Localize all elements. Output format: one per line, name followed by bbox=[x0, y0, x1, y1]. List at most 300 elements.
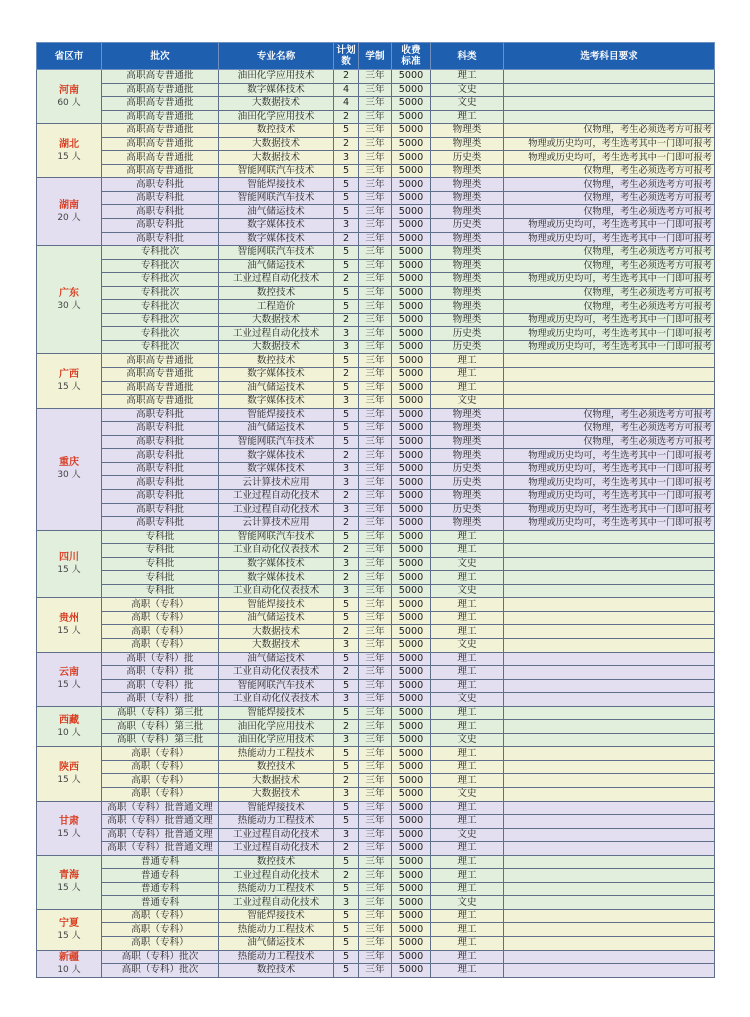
region-name: 贵州 bbox=[59, 612, 79, 624]
fee-cell: 5000 bbox=[392, 693, 431, 707]
table-row bbox=[37, 97, 715, 111]
region-count: 15 人 bbox=[57, 774, 81, 785]
subject-type-cell: 理工 bbox=[431, 611, 504, 625]
fee-cell: 5000 bbox=[392, 923, 431, 937]
duration-cell: 三年 bbox=[359, 855, 392, 869]
admission-plan-table bbox=[36, 42, 715, 978]
plan-count-cell: 2 bbox=[334, 110, 359, 124]
requirement-cell: 物理或历史均可，考生选考其中一门即可报考 bbox=[504, 313, 715, 327]
subject-type-cell: 物理类 bbox=[431, 435, 504, 449]
batch-cell: 高职专科批 bbox=[102, 449, 219, 463]
batch-cell: 高职专科批 bbox=[102, 489, 219, 503]
batch-cell: 高职专科批 bbox=[102, 462, 219, 476]
subject-type-cell: 理工 bbox=[431, 598, 504, 612]
batch-cell: 高职专科批 bbox=[102, 476, 219, 490]
major-cell: 工业过程自动化技术 bbox=[219, 503, 334, 517]
major-cell: 大数据技术 bbox=[219, 774, 334, 788]
region-name: 四川 bbox=[59, 551, 79, 563]
batch-cell: 专科批次 bbox=[102, 286, 219, 300]
batch-cell: 高职专科批 bbox=[102, 219, 219, 233]
duration-cell: 三年 bbox=[359, 164, 392, 178]
major-cell: 云计算技术应用 bbox=[219, 517, 334, 531]
batch-cell: 普通专科 bbox=[102, 896, 219, 910]
fee-cell: 5000 bbox=[392, 760, 431, 774]
table-row bbox=[37, 923, 715, 937]
fee-cell: 5000 bbox=[392, 340, 431, 354]
subject-type-cell: 物理类 bbox=[431, 517, 504, 531]
major-cell: 数字媒体技术 bbox=[219, 219, 334, 233]
requirement-cell bbox=[504, 557, 715, 571]
fee-cell: 5000 bbox=[392, 205, 431, 219]
plan-count-cell: 5 bbox=[334, 652, 359, 666]
major-cell: 大数据技术 bbox=[219, 787, 334, 801]
requirement-cell: 物理或历史均可，考生选考其中一门即可报考 bbox=[504, 327, 715, 341]
requirement-cell bbox=[504, 598, 715, 612]
major-cell: 工业过程自动化技术 bbox=[219, 327, 334, 341]
requirement-cell bbox=[504, 828, 715, 842]
fee-cell: 5000 bbox=[392, 449, 431, 463]
fee-cell: 5000 bbox=[392, 246, 431, 260]
requirement-cell bbox=[504, 964, 715, 978]
major-cell: 数控技术 bbox=[219, 354, 334, 368]
region-name: 云南 bbox=[59, 667, 79, 679]
subject-type-cell: 历史类 bbox=[431, 503, 504, 517]
major-cell: 油田化学应用技术 bbox=[219, 720, 334, 734]
fee-cell: 5000 bbox=[392, 232, 431, 246]
plan-count-cell: 5 bbox=[334, 530, 359, 544]
fee-cell: 5000 bbox=[392, 462, 431, 476]
duration-cell: 三年 bbox=[359, 219, 392, 233]
duration-cell: 三年 bbox=[359, 571, 392, 585]
requirement-cell bbox=[504, 544, 715, 558]
table-row bbox=[37, 435, 715, 449]
subject-type-cell: 理工 bbox=[431, 923, 504, 937]
fee-cell: 5000 bbox=[392, 964, 431, 978]
plan-count-cell: 5 bbox=[334, 950, 359, 964]
major-cell: 热能动力工程技术 bbox=[219, 882, 334, 896]
major-cell: 数控技术 bbox=[219, 964, 334, 978]
requirement-cell bbox=[504, 815, 715, 829]
requirement-cell bbox=[504, 869, 715, 883]
fee-cell: 5000 bbox=[392, 286, 431, 300]
fee-cell: 5000 bbox=[392, 395, 431, 409]
requirement-cell bbox=[504, 693, 715, 707]
region-count: 15 人 bbox=[57, 680, 81, 691]
plan-count-cell: 5 bbox=[334, 815, 359, 829]
batch-cell: 高职高专普通批 bbox=[102, 124, 219, 138]
plan-count-cell: 3 bbox=[334, 896, 359, 910]
plan-count-cell: 2 bbox=[334, 842, 359, 856]
major-cell: 智能网联汽车技术 bbox=[219, 246, 334, 260]
table-row bbox=[37, 842, 715, 856]
requirement-cell bbox=[504, 706, 715, 720]
duration-cell: 三年 bbox=[359, 503, 392, 517]
region-cell bbox=[37, 747, 102, 801]
duration-cell: 三年 bbox=[359, 530, 392, 544]
subject-type-cell: 理工 bbox=[431, 882, 504, 896]
table-row bbox=[37, 381, 715, 395]
table-row bbox=[37, 422, 715, 436]
fee-cell: 5000 bbox=[392, 937, 431, 951]
batch-cell: 高职高专普通批 bbox=[102, 354, 219, 368]
subject-type-cell: 理工 bbox=[431, 855, 504, 869]
requirement-cell bbox=[504, 611, 715, 625]
table-row bbox=[37, 110, 715, 124]
major-cell: 智能网联汽车技术 bbox=[219, 530, 334, 544]
duration-cell: 三年 bbox=[359, 896, 392, 910]
table-row bbox=[37, 232, 715, 246]
plan-count-cell: 5 bbox=[334, 191, 359, 205]
duration-cell: 三年 bbox=[359, 964, 392, 978]
requirement-cell: 仅物理，考生必须选考方可报考 bbox=[504, 259, 715, 273]
table-row bbox=[37, 909, 715, 923]
duration-cell: 三年 bbox=[359, 313, 392, 327]
duration-cell: 三年 bbox=[359, 801, 392, 815]
duration-cell: 三年 bbox=[359, 869, 392, 883]
major-cell: 智能网联汽车技术 bbox=[219, 679, 334, 693]
fee-cell: 5000 bbox=[392, 815, 431, 829]
plan-count-cell: 3 bbox=[334, 503, 359, 517]
duration-cell: 三年 bbox=[359, 476, 392, 490]
fee-cell: 5000 bbox=[392, 259, 431, 273]
table-row bbox=[37, 462, 715, 476]
major-cell: 热能动力工程技术 bbox=[219, 923, 334, 937]
fee-cell: 5000 bbox=[392, 733, 431, 747]
subject-type-cell: 物理类 bbox=[431, 300, 504, 314]
table-row bbox=[37, 530, 715, 544]
table-row bbox=[37, 70, 715, 84]
subject-type-cell: 理工 bbox=[431, 937, 504, 951]
duration-cell: 三年 bbox=[359, 191, 392, 205]
subject-type-cell: 理工 bbox=[431, 652, 504, 666]
fee-cell: 5000 bbox=[392, 354, 431, 368]
subject-type-cell: 历史类 bbox=[431, 476, 504, 490]
major-cell: 智能焊接技术 bbox=[219, 801, 334, 815]
subject-type-cell: 理工 bbox=[431, 666, 504, 680]
fee-cell: 5000 bbox=[392, 909, 431, 923]
plan-count-cell: 2 bbox=[334, 571, 359, 585]
plan-count-cell: 3 bbox=[334, 557, 359, 571]
major-cell: 工程造价 bbox=[219, 300, 334, 314]
batch-cell: 高职高专普通批 bbox=[102, 395, 219, 409]
table-row bbox=[37, 83, 715, 97]
region-count: 20 人 bbox=[57, 212, 81, 223]
duration-cell: 三年 bbox=[359, 300, 392, 314]
table-row bbox=[37, 855, 715, 869]
subject-type-cell: 理工 bbox=[431, 801, 504, 815]
subject-type-cell: 文史 bbox=[431, 584, 504, 598]
fee-cell: 5000 bbox=[392, 801, 431, 815]
fee-cell: 5000 bbox=[392, 368, 431, 382]
major-cell: 数控技术 bbox=[219, 855, 334, 869]
region-name: 重庆 bbox=[59, 457, 79, 469]
fee-cell: 5000 bbox=[392, 300, 431, 314]
duration-cell: 三年 bbox=[359, 679, 392, 693]
batch-cell: 高职（专科） bbox=[102, 611, 219, 625]
table-row bbox=[37, 869, 715, 883]
major-cell: 智能网联汽车技术 bbox=[219, 164, 334, 178]
fee-cell: 5000 bbox=[392, 151, 431, 165]
batch-cell: 专科批次 bbox=[102, 259, 219, 273]
duration-cell: 三年 bbox=[359, 815, 392, 829]
batch-cell: 高职（专科） bbox=[102, 909, 219, 923]
batch-cell: 高职（专科）批 bbox=[102, 652, 219, 666]
fee-cell: 5000 bbox=[392, 557, 431, 571]
major-cell: 大数据技术 bbox=[219, 137, 334, 151]
requirement-cell bbox=[504, 842, 715, 856]
fee-cell: 5000 bbox=[392, 774, 431, 788]
requirement-cell: 物理或历史均可，考生选考其中一门即可报考 bbox=[504, 219, 715, 233]
batch-cell: 高职高专普通批 bbox=[102, 110, 219, 124]
batch-cell: 高职专科批 bbox=[102, 191, 219, 205]
table-row bbox=[37, 882, 715, 896]
subject-type-cell: 物理类 bbox=[431, 422, 504, 436]
plan-count-cell: 3 bbox=[334, 828, 359, 842]
table-row bbox=[37, 774, 715, 788]
table-row bbox=[37, 178, 715, 192]
requirement-cell: 仅物理，考生必须选考方可报考 bbox=[504, 246, 715, 260]
requirement-cell: 物理或历史均可，考生选考其中一门即可报考 bbox=[504, 517, 715, 531]
fee-cell: 5000 bbox=[392, 679, 431, 693]
batch-cell: 高职专科批 bbox=[102, 178, 219, 192]
subject-type-cell: 理工 bbox=[431, 530, 504, 544]
header-region: 省区市 bbox=[37, 43, 102, 70]
fee-cell: 5000 bbox=[392, 517, 431, 531]
requirement-cell: 仅物理，考生必须选考方可报考 bbox=[504, 408, 715, 422]
subject-type-cell: 文史 bbox=[431, 395, 504, 409]
major-cell: 热能动力工程技术 bbox=[219, 950, 334, 964]
region-cell bbox=[37, 354, 102, 408]
major-cell: 数字媒体技术 bbox=[219, 462, 334, 476]
duration-cell: 三年 bbox=[359, 97, 392, 111]
requirement-cell: 物理或历史均可，考生选考其中一门即可报考 bbox=[504, 462, 715, 476]
header-subject-type: 科类 bbox=[431, 43, 504, 70]
region-name: 陕西 bbox=[59, 761, 79, 773]
plan-count-cell: 5 bbox=[334, 937, 359, 951]
major-cell: 工业自动化仪表技术 bbox=[219, 544, 334, 558]
requirement-cell bbox=[504, 584, 715, 598]
subject-type-cell: 理工 bbox=[431, 70, 504, 84]
fee-cell: 5000 bbox=[392, 422, 431, 436]
fee-cell: 5000 bbox=[392, 544, 431, 558]
table-row bbox=[37, 354, 715, 368]
subject-type-cell: 理工 bbox=[431, 909, 504, 923]
plan-count-cell: 4 bbox=[334, 83, 359, 97]
plan-count-cell: 5 bbox=[334, 747, 359, 761]
plan-count-cell: 3 bbox=[334, 219, 359, 233]
subject-type-cell: 历史类 bbox=[431, 462, 504, 476]
plan-count-cell: 5 bbox=[334, 679, 359, 693]
region-cell bbox=[37, 706, 102, 747]
header-plan-count: 计划 数 bbox=[334, 43, 359, 70]
duration-cell: 三年 bbox=[359, 83, 392, 97]
duration-cell: 三年 bbox=[359, 828, 392, 842]
requirement-cell bbox=[504, 760, 715, 774]
major-cell: 数控技术 bbox=[219, 760, 334, 774]
duration-cell: 三年 bbox=[359, 205, 392, 219]
table-row bbox=[37, 557, 715, 571]
table-row bbox=[37, 273, 715, 287]
plan-count-cell: 2 bbox=[334, 137, 359, 151]
plan-count-cell: 3 bbox=[334, 476, 359, 490]
fee-cell: 5000 bbox=[392, 503, 431, 517]
major-cell: 大数据技术 bbox=[219, 625, 334, 639]
plan-count-cell: 2 bbox=[334, 273, 359, 287]
plan-count-cell: 5 bbox=[334, 435, 359, 449]
duration-cell: 三年 bbox=[359, 760, 392, 774]
subject-type-cell: 理工 bbox=[431, 679, 504, 693]
fee-cell: 5000 bbox=[392, 70, 431, 84]
fee-cell: 5000 bbox=[392, 652, 431, 666]
table-row bbox=[37, 706, 715, 720]
table-row bbox=[37, 787, 715, 801]
region-count: 15 人 bbox=[57, 382, 81, 393]
region-count: 15 人 bbox=[57, 883, 81, 894]
duration-cell: 三年 bbox=[359, 584, 392, 598]
batch-cell: 高职专科批 bbox=[102, 435, 219, 449]
batch-cell: 高职（专科） bbox=[102, 937, 219, 951]
fee-cell: 5000 bbox=[392, 381, 431, 395]
fee-cell: 5000 bbox=[392, 855, 431, 869]
header-batch: 批次 bbox=[102, 43, 219, 70]
requirement-cell bbox=[504, 110, 715, 124]
duration-cell: 三年 bbox=[359, 909, 392, 923]
batch-cell: 高职高专普通批 bbox=[102, 97, 219, 111]
table-row bbox=[37, 489, 715, 503]
major-cell: 数字媒体技术 bbox=[219, 557, 334, 571]
table-row bbox=[37, 964, 715, 978]
plan-count-cell: 3 bbox=[334, 733, 359, 747]
plan-count-cell: 5 bbox=[334, 923, 359, 937]
duration-cell: 三年 bbox=[359, 733, 392, 747]
requirement-cell bbox=[504, 950, 715, 964]
table-row bbox=[37, 246, 715, 260]
major-cell: 数字媒体技术 bbox=[219, 449, 334, 463]
subject-type-cell: 理工 bbox=[431, 706, 504, 720]
major-cell: 热能动力工程技术 bbox=[219, 815, 334, 829]
subject-type-cell: 物理类 bbox=[431, 259, 504, 273]
requirement-cell bbox=[504, 774, 715, 788]
duration-cell: 三年 bbox=[359, 706, 392, 720]
table-row bbox=[37, 395, 715, 409]
fee-cell: 5000 bbox=[392, 747, 431, 761]
requirement-cell bbox=[504, 787, 715, 801]
table-row bbox=[37, 368, 715, 382]
requirement-cell: 仅物理，考生必须选考方可报考 bbox=[504, 178, 715, 192]
requirement-cell: 仅物理，考生必须选考方可报考 bbox=[504, 422, 715, 436]
table-row bbox=[37, 449, 715, 463]
requirement-cell: 物理或历史均可，考生选考其中一门即可报考 bbox=[504, 137, 715, 151]
subject-type-cell: 历史类 bbox=[431, 219, 504, 233]
requirement-cell bbox=[504, 679, 715, 693]
fee-cell: 5000 bbox=[392, 598, 431, 612]
region-cell bbox=[37, 178, 102, 246]
plan-count-cell: 5 bbox=[334, 381, 359, 395]
batch-cell: 高职（专科）批普通文理 bbox=[102, 801, 219, 815]
subject-type-cell: 物理类 bbox=[431, 313, 504, 327]
batch-cell: 高职（专科）第三批 bbox=[102, 733, 219, 747]
duration-cell: 三年 bbox=[359, 923, 392, 937]
table-row bbox=[37, 476, 715, 490]
fee-cell: 5000 bbox=[392, 489, 431, 503]
major-cell: 大数据技术 bbox=[219, 313, 334, 327]
plan-count-cell: 5 bbox=[334, 611, 359, 625]
fee-cell: 5000 bbox=[392, 882, 431, 896]
table-row bbox=[37, 544, 715, 558]
subject-type-cell: 物理类 bbox=[431, 164, 504, 178]
plan-count-cell: 3 bbox=[334, 693, 359, 707]
batch-cell: 专科批次 bbox=[102, 246, 219, 260]
major-cell: 工业过程自动化技术 bbox=[219, 828, 334, 842]
subject-type-cell: 理工 bbox=[431, 815, 504, 829]
table-row bbox=[37, 313, 715, 327]
batch-cell: 高职专科批 bbox=[102, 503, 219, 517]
region-cell bbox=[37, 530, 102, 598]
duration-cell: 三年 bbox=[359, 666, 392, 680]
subject-type-cell: 理工 bbox=[431, 571, 504, 585]
major-cell: 大数据技术 bbox=[219, 340, 334, 354]
batch-cell: 高职（专科） bbox=[102, 638, 219, 652]
requirement-cell: 物理或历史均可，考生选考其中一门即可报考 bbox=[504, 503, 715, 517]
major-cell: 数字媒体技术 bbox=[219, 83, 334, 97]
plan-count-cell: 5 bbox=[334, 205, 359, 219]
table-row bbox=[37, 937, 715, 951]
fee-cell: 5000 bbox=[392, 110, 431, 124]
requirement-cell: 仅物理，考生必须选考方可报考 bbox=[504, 435, 715, 449]
batch-cell: 高职（专科）第三批 bbox=[102, 706, 219, 720]
region-count: 10 人 bbox=[57, 964, 81, 975]
major-cell: 油田化学应用技术 bbox=[219, 733, 334, 747]
requirement-cell bbox=[504, 368, 715, 382]
requirement-cell bbox=[504, 733, 715, 747]
plan-count-cell: 5 bbox=[334, 801, 359, 815]
region-cell bbox=[37, 246, 102, 354]
requirement-cell bbox=[504, 83, 715, 97]
subject-type-cell: 文史 bbox=[431, 828, 504, 842]
duration-cell: 三年 bbox=[359, 517, 392, 531]
requirement-cell: 物理或历史均可，考生选考其中一门即可报考 bbox=[504, 476, 715, 490]
batch-cell: 专科批 bbox=[102, 584, 219, 598]
table-header-row bbox=[37, 43, 715, 70]
fee-cell: 5000 bbox=[392, 720, 431, 734]
duration-cell: 三年 bbox=[359, 435, 392, 449]
requirement-cell bbox=[504, 923, 715, 937]
batch-cell: 高职（专科） bbox=[102, 625, 219, 639]
duration-cell: 三年 bbox=[359, 489, 392, 503]
subject-type-cell: 理工 bbox=[431, 747, 504, 761]
subject-type-cell: 物理类 bbox=[431, 137, 504, 151]
duration-cell: 三年 bbox=[359, 137, 392, 151]
duration-cell: 三年 bbox=[359, 544, 392, 558]
table-row bbox=[37, 340, 715, 354]
region-cell bbox=[37, 801, 102, 855]
duration-cell: 三年 bbox=[359, 368, 392, 382]
subject-type-cell: 文史 bbox=[431, 557, 504, 571]
batch-cell: 高职专科批 bbox=[102, 422, 219, 436]
region-count: 30 人 bbox=[57, 470, 81, 481]
batch-cell: 高职（专科）批次 bbox=[102, 964, 219, 978]
subject-type-cell: 理工 bbox=[431, 760, 504, 774]
region-cell bbox=[37, 408, 102, 530]
plan-count-cell: 5 bbox=[334, 286, 359, 300]
major-cell: 热能动力工程技术 bbox=[219, 747, 334, 761]
batch-cell: 普通专科 bbox=[102, 882, 219, 896]
batch-cell: 专科批次 bbox=[102, 313, 219, 327]
batch-cell: 高职（专科） bbox=[102, 774, 219, 788]
fee-cell: 5000 bbox=[392, 666, 431, 680]
duration-cell: 三年 bbox=[359, 286, 392, 300]
region-name: 湖北 bbox=[59, 138, 79, 150]
